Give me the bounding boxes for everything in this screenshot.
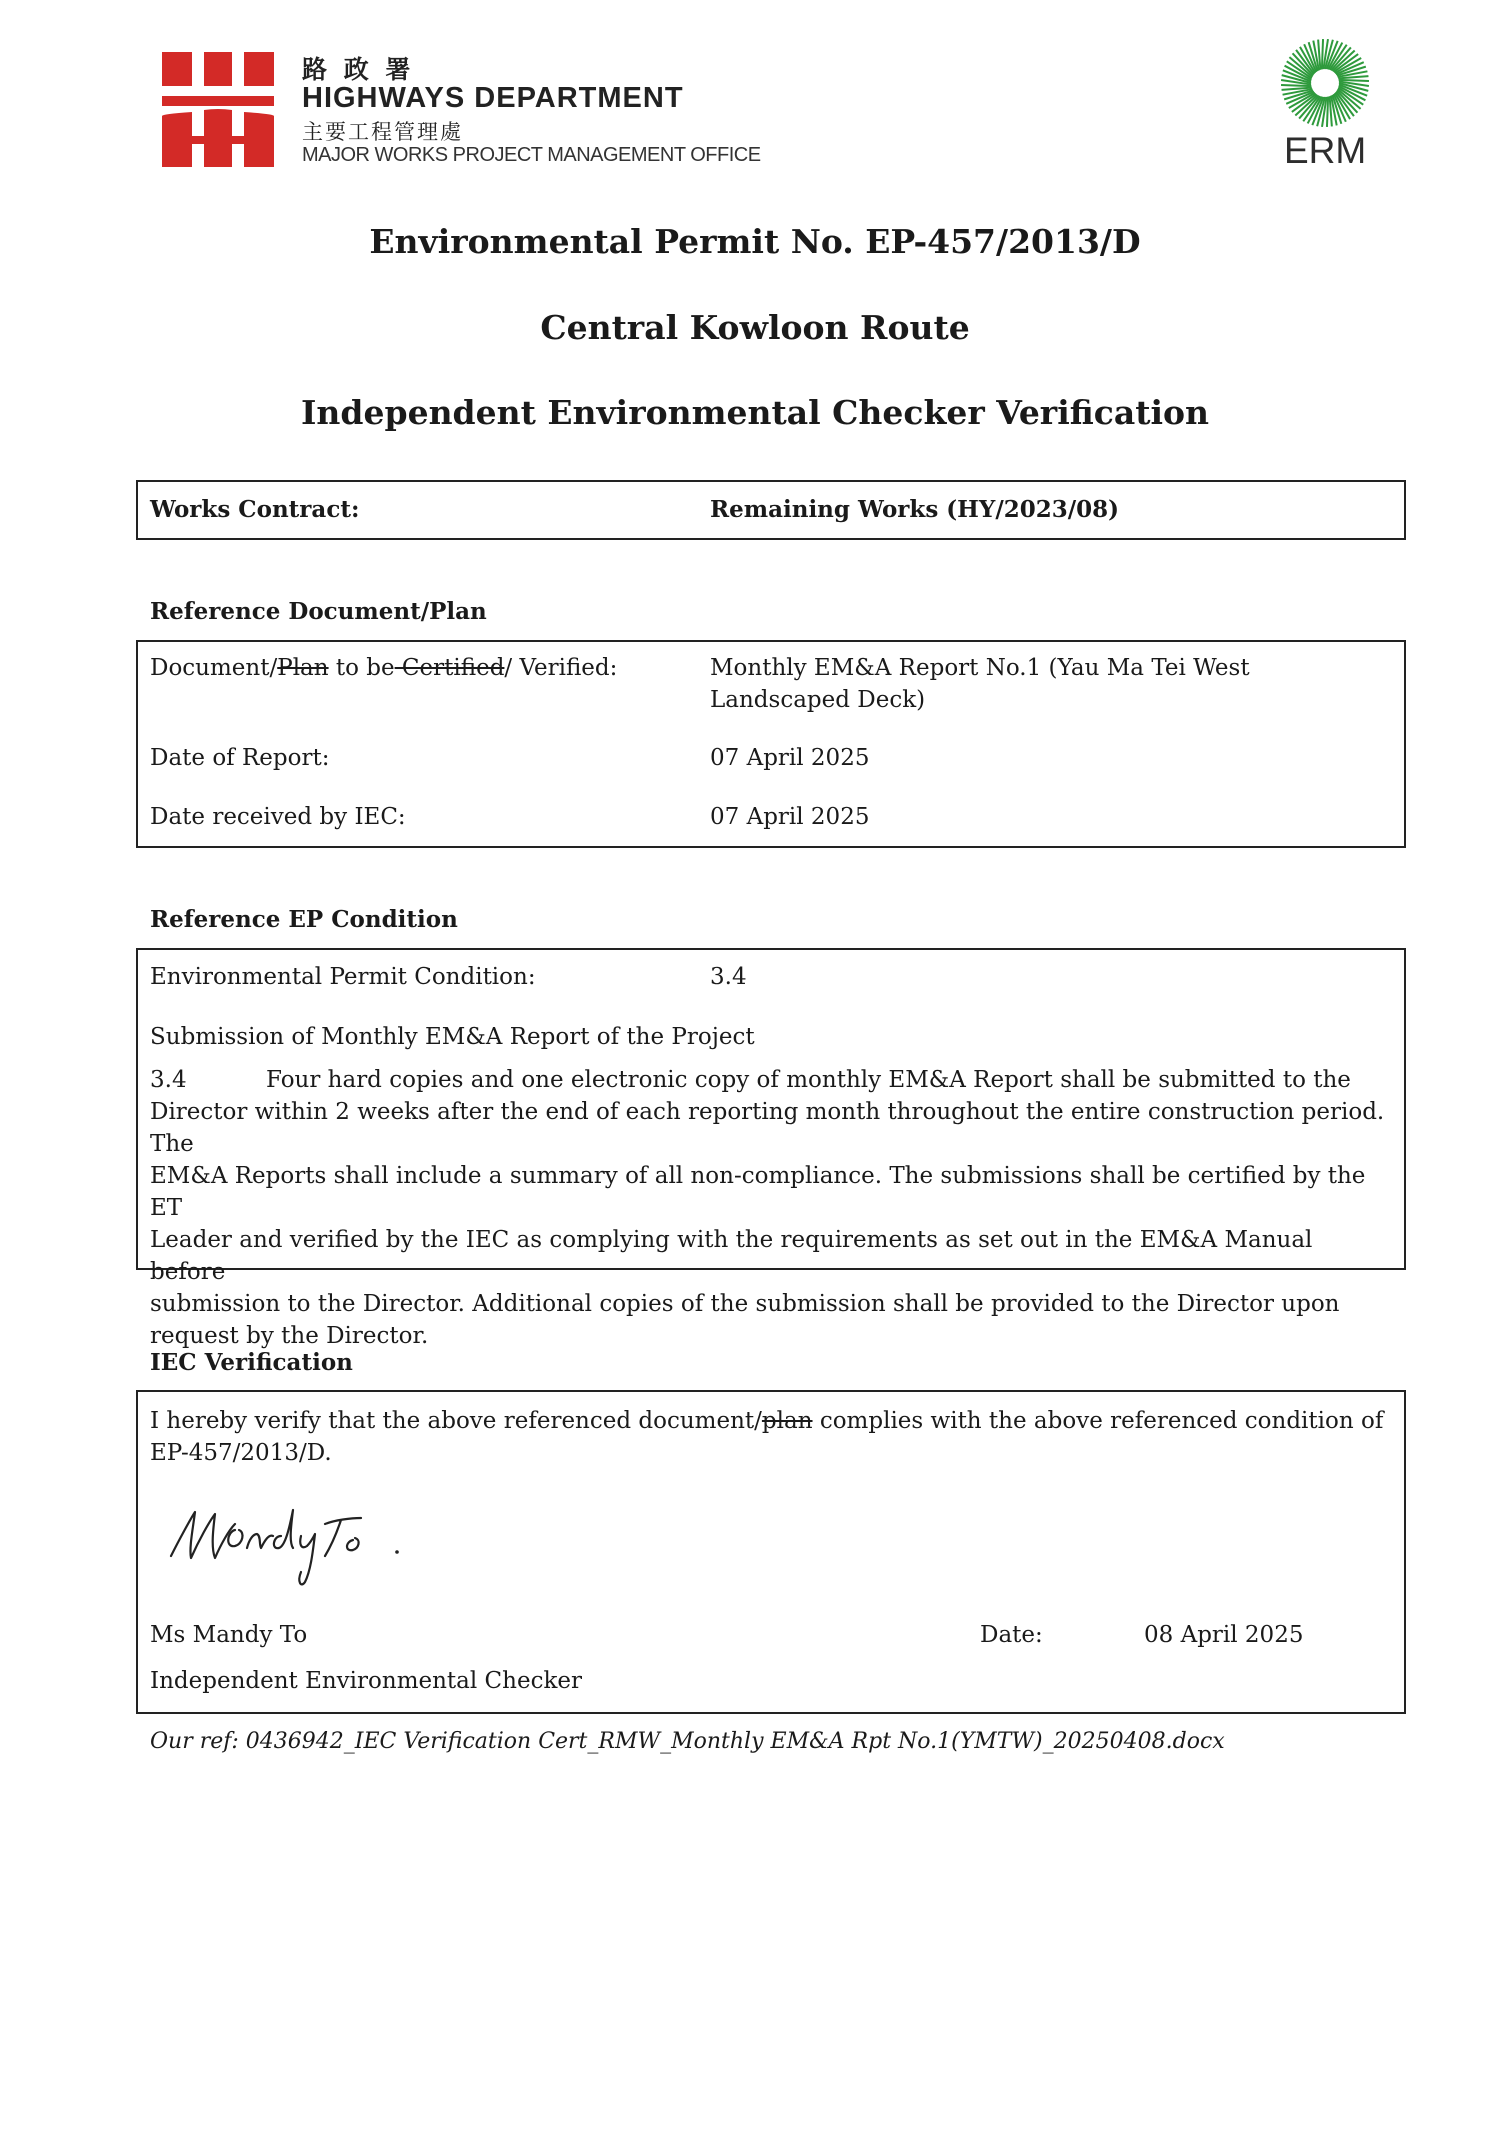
reference-doc-heading: Reference Document/Plan	[150, 598, 487, 625]
permit-title: Environmental Permit No. EP-457/2013/D	[369, 222, 1141, 261]
erm-burst-ray	[1281, 85, 1311, 86]
clause-number: 3.4	[150, 1067, 187, 1093]
iec-verification-heading: IEC Verification	[150, 1349, 353, 1376]
doc-label-part-a: Document/	[150, 655, 278, 681]
hyd-logo-icon	[162, 52, 274, 167]
erm-logo	[1278, 36, 1372, 130]
erm-burst-ray	[1339, 80, 1369, 81]
erm-burst-center	[1313, 71, 1337, 95]
iec-statement-line2: EP-457/2013/D.	[150, 1440, 332, 1466]
signer-name: Ms Mandy To	[150, 1622, 308, 1648]
date-of-report-label: Date of Report:	[150, 745, 330, 771]
date-of-report-value: 07 April 2025	[710, 745, 870, 771]
iec-statement	[150, 1405, 1385, 1469]
clause-text-5: submission to the Director. Additional copies of the submission shall be provided to the Director upon	[150, 1291, 1340, 1317]
clause-text-3: EM&A Reports shall include a summary of all non-compliance. The submissions shall be certified by the ET	[150, 1163, 1366, 1221]
iec-statement-line1	[150, 1405, 1385, 1437]
signature-date-label: Date:	[980, 1622, 1043, 1648]
doc-label	[150, 655, 617, 681]
ep-condition-label: Environmental Permit Condition:	[150, 964, 536, 990]
project-title: Central Kowloon Route	[540, 308, 970, 347]
office-name-chinese: 主要工程管理處	[302, 120, 463, 144]
hyd-logo	[162, 52, 274, 167]
ep-condition-value: 3.4	[710, 964, 747, 990]
works-contract-value: Remaining Works (HY/2023/08)	[710, 496, 1120, 523]
works-contract-label: Works Contract:	[150, 496, 360, 523]
clause-line-1	[150, 1064, 1385, 1096]
iec-statement-part-b: complies with the above referenced condition of	[812, 1408, 1384, 1434]
erm-burst-ray	[1322, 39, 1323, 69]
dept-name-chinese: 路 政 署	[302, 55, 415, 84]
signature-date-value: 08 April 2025	[1144, 1622, 1304, 1648]
signature-image	[165, 1500, 415, 1590]
iec-statement-strike-plan: plan	[761, 1408, 813, 1434]
clause-text-1: Four hard copies and one electronic copy of monthly EM&A Report shall be submitted to the	[266, 1067, 1351, 1093]
doc-label-part-c: / Verified:	[504, 655, 618, 681]
document-title: Independent Environmental Checker Verification	[301, 393, 1209, 432]
iec-statement-part-a: I hereby verify that the above referenced document/	[150, 1408, 762, 1434]
erm-label: ERM	[1284, 130, 1367, 171]
signer-role: Independent Environmental Checker	[150, 1668, 582, 1694]
clause-text-4: Leader and verified by the IEC as complying with the requirements as set out in the EM&A Manual before	[150, 1227, 1313, 1285]
erm-burst-icon	[1278, 36, 1372, 130]
doc-value-line2: Landscaped Deck)	[710, 687, 926, 713]
signature	[165, 1500, 415, 1590]
doc-label-part-b: to be	[328, 655, 395, 681]
clause-text-6: request by the Director.	[150, 1323, 429, 1349]
office-name-english: MAJOR WORKS PROJECT MANAGEMENT OFFICE	[302, 144, 761, 166]
date-received-value: 07 April 2025	[710, 804, 870, 830]
our-ref: Our ref: 0436942_IEC Verification Cert_RMW_Monthly EM&A Rpt No.1(YMTW)_20250408.docx	[150, 1729, 1225, 1754]
date-received-label: Date received by IEC:	[150, 804, 406, 830]
ep-condition-heading: Reference EP Condition	[150, 906, 458, 933]
doc-label-strike-certified: Certified	[394, 655, 505, 681]
ep-condition-subtitle: Submission of Monthly EM&A Report of the Project	[150, 1024, 755, 1050]
dept-name-english: HIGHWAYS DEPARTMENT	[302, 82, 684, 114]
clause-text-2: Director within 2 weeks after the end of each reporting month throughout the entire construction period. The	[150, 1099, 1385, 1157]
ep-condition-clause	[150, 1064, 1385, 1352]
doc-label-strike-plan: Plan	[277, 655, 329, 681]
doc-value-line1: Monthly EM&A Report No.1 (Yau Ma Tei West	[710, 655, 1250, 681]
erm-burst-ray	[1327, 97, 1328, 127]
